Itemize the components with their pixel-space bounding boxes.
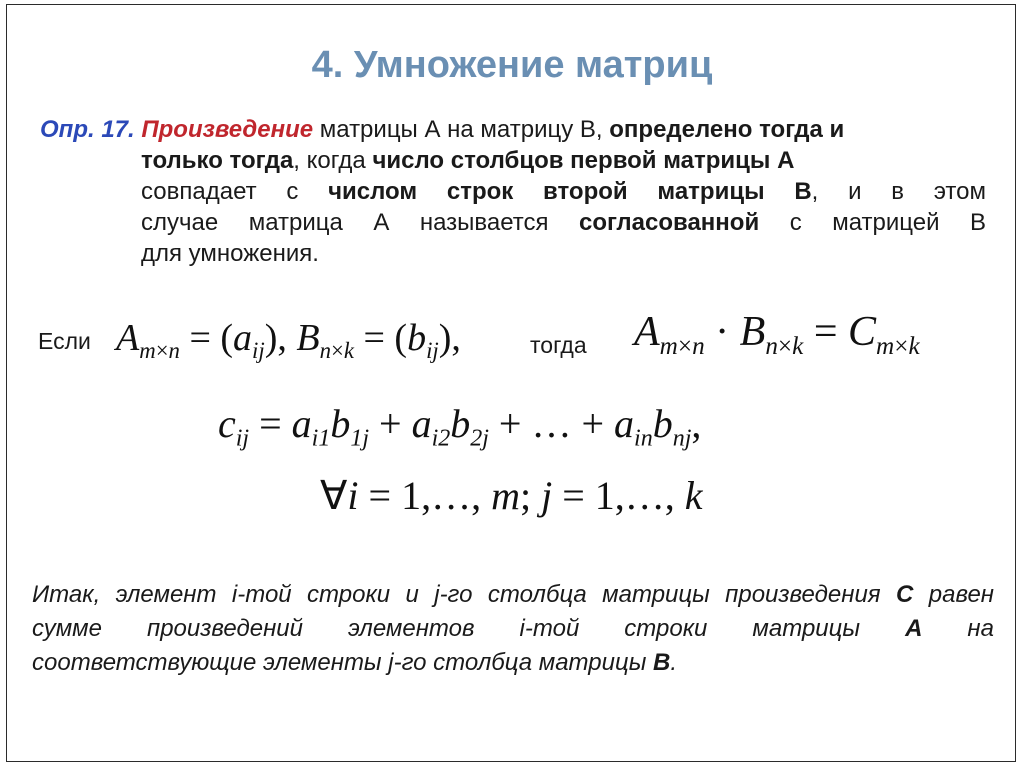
- summary-text: сумме произведений элементов i-той строки матрицы: [32, 615, 906, 642]
- definition-line-3: [40, 176, 986, 207]
- slide-title: 4. Умножение матриц: [311, 44, 713, 86]
- summary-line-3: [32, 646, 994, 680]
- definition-block: [40, 114, 986, 269]
- summary-text: соответствующие элементы j-го столбца матрицы: [32, 649, 654, 676]
- definition-text: совпадает с: [141, 178, 329, 205]
- definition-label: Опр. 17.: [40, 116, 135, 143]
- definition-bold: число столбцов первой матрицы А: [372, 147, 795, 174]
- summary-text: .: [670, 649, 678, 676]
- definition-text: для умножения.: [141, 240, 319, 267]
- then-label: тогда: [530, 332, 587, 358]
- formula-dimensions: $A_{m\times n} = (a_{ij})$, $B_{n\times k} = (b_{ij})$,: [116, 317, 461, 363]
- summary-bold: В: [653, 649, 671, 676]
- definition-bold: числом строк второй матрицы В: [328, 178, 812, 205]
- summary-block: [32, 578, 994, 680]
- definition-text: матрицы А на матрицу В,: [313, 116, 610, 143]
- summary-line-1: [32, 578, 994, 612]
- definition-line-1: [40, 114, 986, 145]
- summary-text: на: [922, 615, 994, 642]
- formula-element: $c_{ij} = a_{i1}b_{1j} + a_{i2}b_{2j}$ + … + $a_{in}b_{nj}$,: [218, 401, 702, 452]
- formula-indices: ∀i = 1,…, m; j = 1,…, k: [320, 473, 703, 518]
- summary-bold: С: [896, 581, 914, 608]
- definition-bold: согласованной: [579, 209, 760, 236]
- definition-line-2: [40, 145, 986, 176]
- summary-line-2: [32, 612, 994, 646]
- definition-line-5: [40, 238, 986, 269]
- if-label: Если: [38, 328, 91, 354]
- definition-term: Произведение: [141, 116, 314, 143]
- definition-text: , и в этом: [811, 178, 986, 205]
- definition-line-4: [40, 207, 986, 238]
- definition-text: с матрицей В: [759, 209, 986, 236]
- summary-text: равен: [913, 581, 994, 608]
- summary-text: Итак, элемент i-той строки и j-го столбца матрицы произведения: [32, 581, 897, 608]
- definition-bold: определено тогда и: [609, 116, 845, 143]
- definition-text: случае матрица А называется: [141, 209, 580, 236]
- formula-product: $A_{m\times n} \cdot B_{n\times k} = C_{m\times k}$: [634, 309, 920, 360]
- summary-bold: А: [905, 615, 923, 642]
- definition-bold: только тогда: [141, 147, 294, 174]
- definition-text: , когда: [293, 147, 373, 174]
